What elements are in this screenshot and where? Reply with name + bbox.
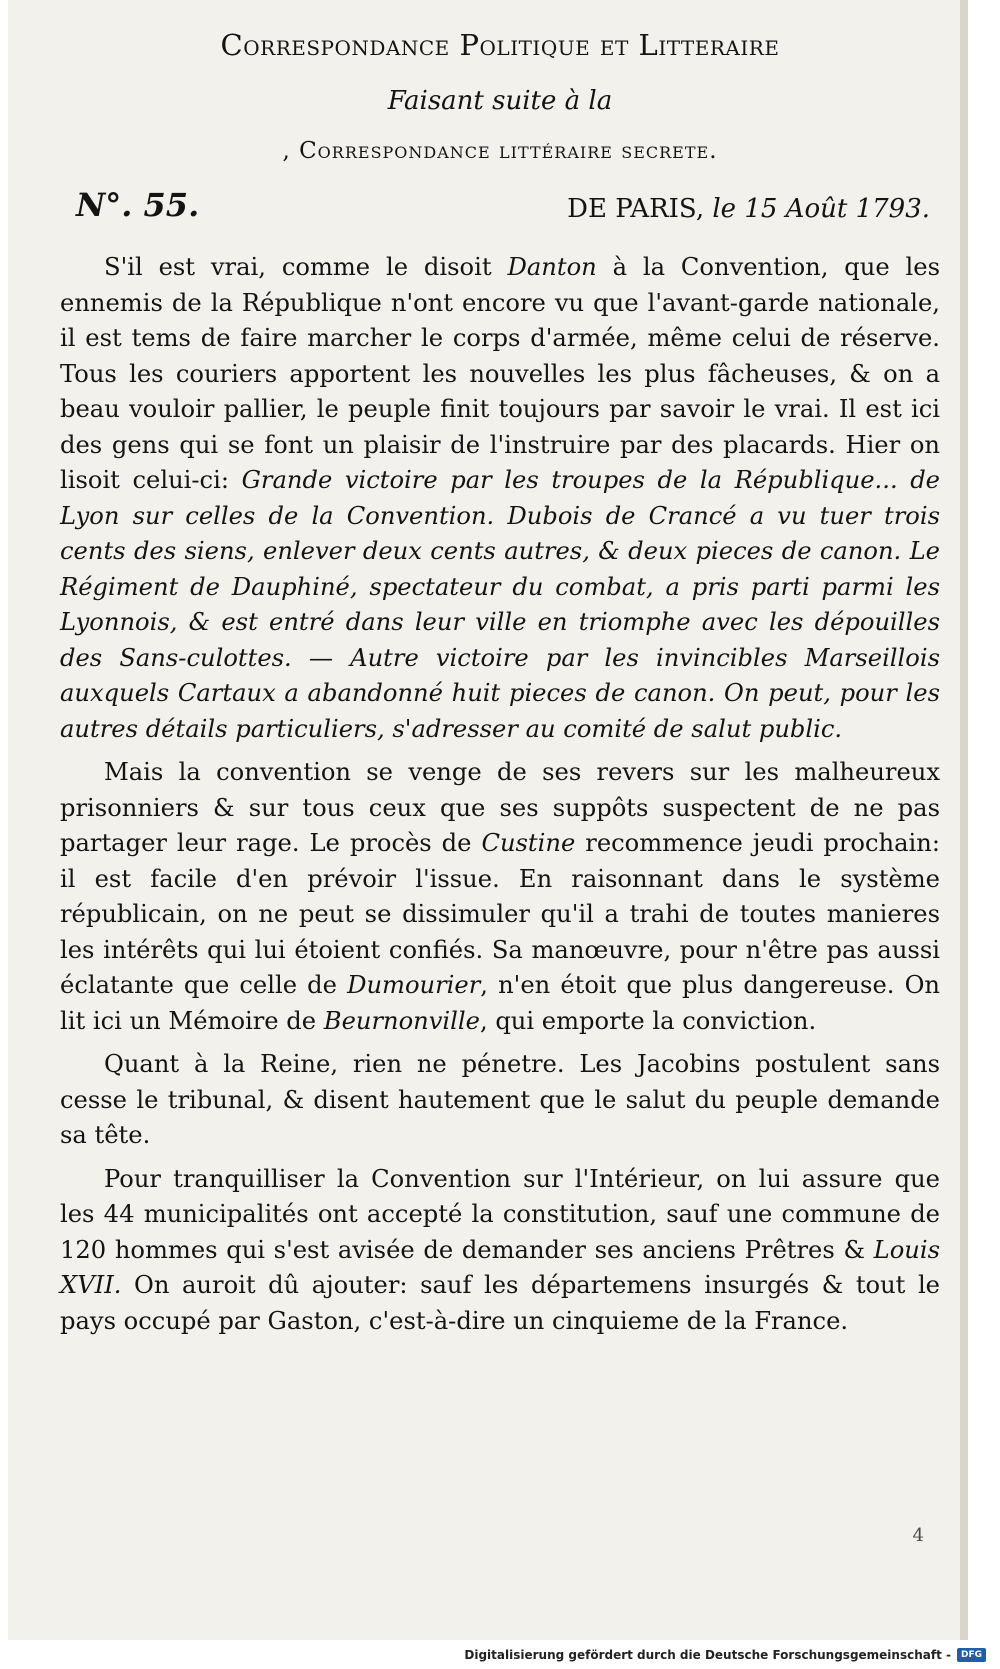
text-run: Mais la convention se venge de ses revers sur les malheureux prisonniers & sur tous ceux que ses suppôts suspectent de ne pas partager leur rage. Le procès de xyxy=(60,758,940,857)
date: le 15 Août 1793. xyxy=(712,194,930,224)
catchword: 4 xyxy=(912,1525,924,1546)
text-run: S'il est vrai, comme le disoit xyxy=(104,253,508,281)
italic-text: Custine xyxy=(481,829,576,857)
masthead-series: , Correspondance littéraire secrete. xyxy=(282,138,718,164)
footer-credit: Digitalisierung gefördert durch die Deutsche Forschungsgemeinschaft - xyxy=(464,1647,951,1662)
dateline xyxy=(60,186,940,238)
text-run: Pour tranquilliser la Convention sur l'Intérieur, on lui assure que les 44 municipalités ont accepté la constitution, sauf une commune de 120 hommes qui s'est avisée de demander ses anciens Prêtres & xyxy=(60,1164,940,1264)
paragraph xyxy=(60,1162,940,1340)
paragraph xyxy=(60,1047,940,1154)
paragraph xyxy=(60,250,940,747)
issue-number: N°. 55. xyxy=(76,186,200,224)
masthead-title: Correspondance Politique et Litteraire xyxy=(220,28,780,62)
dfg-logo-icon: DFG xyxy=(957,1648,986,1662)
italic-text: Grande victoire par les troupes de la République... de Lyon sur celles de la Convention. Dubois de Crancé a vu tuer trois cents des siens, enlever deux cents autres, & deux pieces de canon. Le Régiment de Dauphiné, spectateur du combat, a pris parti parmi les Lyonnois, & est entré dans leur ville en triomphe avec les dépouilles des Sans-culottes. — Autre victoire par les invincibles Marseillois auxquels Cartaux a abandonné huit pieces de canon. On peut, pour les autres détails particuliers, s'adresser au comité de salut public. xyxy=(60,466,941,743)
digitization-footer xyxy=(464,1640,986,1669)
article-body xyxy=(60,250,940,1339)
text-run: recommence jeudi prochain: il est facile d'en prévoir l'issue. En raisonnant dans le système républicain, on ne peut se dissimuler qu'il a trahi de toutes manieres les intérêts qui lui étoient confiés. Sa manœuvre, pour n'être pas aussi éclatante que celle de xyxy=(60,829,941,999)
italic-text: Danton xyxy=(507,253,597,281)
paragraph xyxy=(60,755,940,1039)
place-and-date xyxy=(567,194,930,224)
text-run: , qui emporte la conviction. xyxy=(479,1006,817,1035)
italic-text: Louis XVII. xyxy=(60,1235,940,1299)
place: DE PARIS, xyxy=(567,194,705,224)
text-run: On auroit dû ajouter: sauf les départemens insurgés & tout le pays occupé par Gaston, c'est-à-dire un cinquieme de la France. xyxy=(60,1271,940,1335)
page-content xyxy=(60,20,940,1339)
text-run: à la Convention, que les ennemis de la République n'ont encore vu que l'avant-garde nationale, il est tems de faire marcher le corps d'armée, même celui de réserve. Tous les couriers apportent les nouvelles les plus fâcheuses, & on a beau vouloir pallier, le peuple finit toujours par savoir le vrai. Il est ici des gens qui se font un plaisir de l'instruire par des placards. Hier on lisoit celui-ci: xyxy=(60,253,940,494)
italic-text: Dumourier xyxy=(347,971,481,999)
text-run: , n'en étoit que plus dangereuse. On lit ici un Mémoire de xyxy=(60,971,940,1035)
masthead-subtitle: Faisant suite à la xyxy=(387,86,613,116)
text-run: Quant à la Reine, rien ne pénetre. Les Jacobins postulent sans cesse le tribunal, & disent hautement que le salut du peuple demande sa tête. xyxy=(60,1050,940,1149)
page-gutter-shadow xyxy=(960,0,968,1640)
italic-text: Beurnonville xyxy=(323,1006,480,1035)
